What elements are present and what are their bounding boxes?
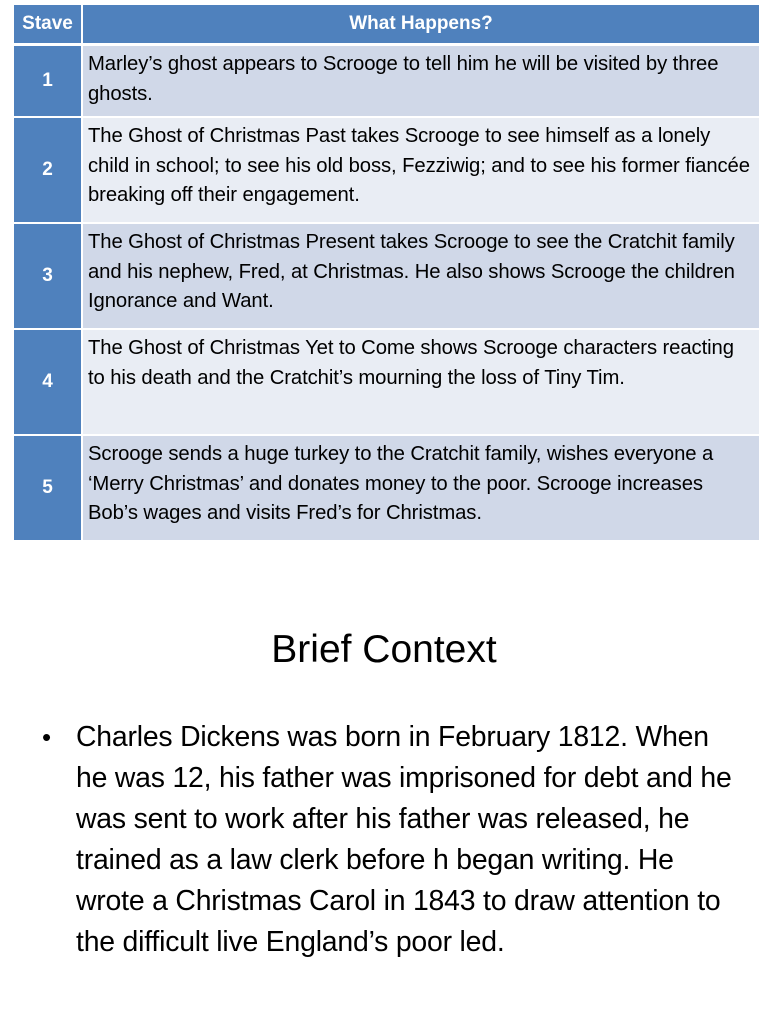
stave-number: 1 (14, 45, 82, 118)
stave-description: The Ghost of Christmas Yet to Come shows Scrooge characters reacting to his death and the Cratchit’s mourning the loss of Tiny Tim. (82, 329, 759, 435)
context-bullet-item (42, 717, 742, 963)
stave-description: The Ghost of Christmas Present takes Scrooge to see the Cratchit family and his nephew, Fred, at Christmas. He also shows Scrooge the children Ignorance and Want. (82, 223, 759, 329)
table-row (14, 435, 759, 541)
stave-number: 2 (14, 117, 82, 223)
stave-number: 5 (14, 435, 82, 541)
stave-description: The Ghost of Christmas Past takes Scrooge to see himself as a lonely child in school; to see his old boss, Fezziwig; and to see his former fiancée breaking off their engagement. (82, 117, 759, 223)
what-happens-column-header: What Happens? (82, 5, 759, 45)
table-row (14, 45, 759, 118)
stave-number: 4 (14, 329, 82, 435)
stave-description: Marley’s ghost appears to Scrooge to tell him he will be visited by three ghosts. (82, 45, 759, 118)
stave-column-header: Stave (14, 5, 82, 45)
staves-table (14, 5, 759, 542)
bullet-icon: • (42, 722, 51, 752)
table-row (14, 223, 759, 329)
context-bullet-text: Charles Dickens was born in February 1812. When he was 12, his father was imprisoned for debt and he was sent to work after his father was released, he trained as a law clerk before h began writing. He wrote a Christmas Carol in 1843 to draw attention to the difficult live England’s poor led. (76, 721, 732, 958)
table-row (14, 117, 759, 223)
brief-context-title: Brief Context (271, 628, 497, 671)
stave-number: 3 (14, 223, 82, 329)
table-header-row (14, 5, 759, 45)
table-row (14, 329, 759, 435)
stave-description: Scrooge sends a huge turkey to the Cratchit family, wishes everyone a ‘Merry Christmas’ and donates money to the poor. Scrooge increases Bob’s wages and visits Fred’s for Christmas. (82, 435, 759, 541)
context-bullet-list (42, 717, 742, 963)
